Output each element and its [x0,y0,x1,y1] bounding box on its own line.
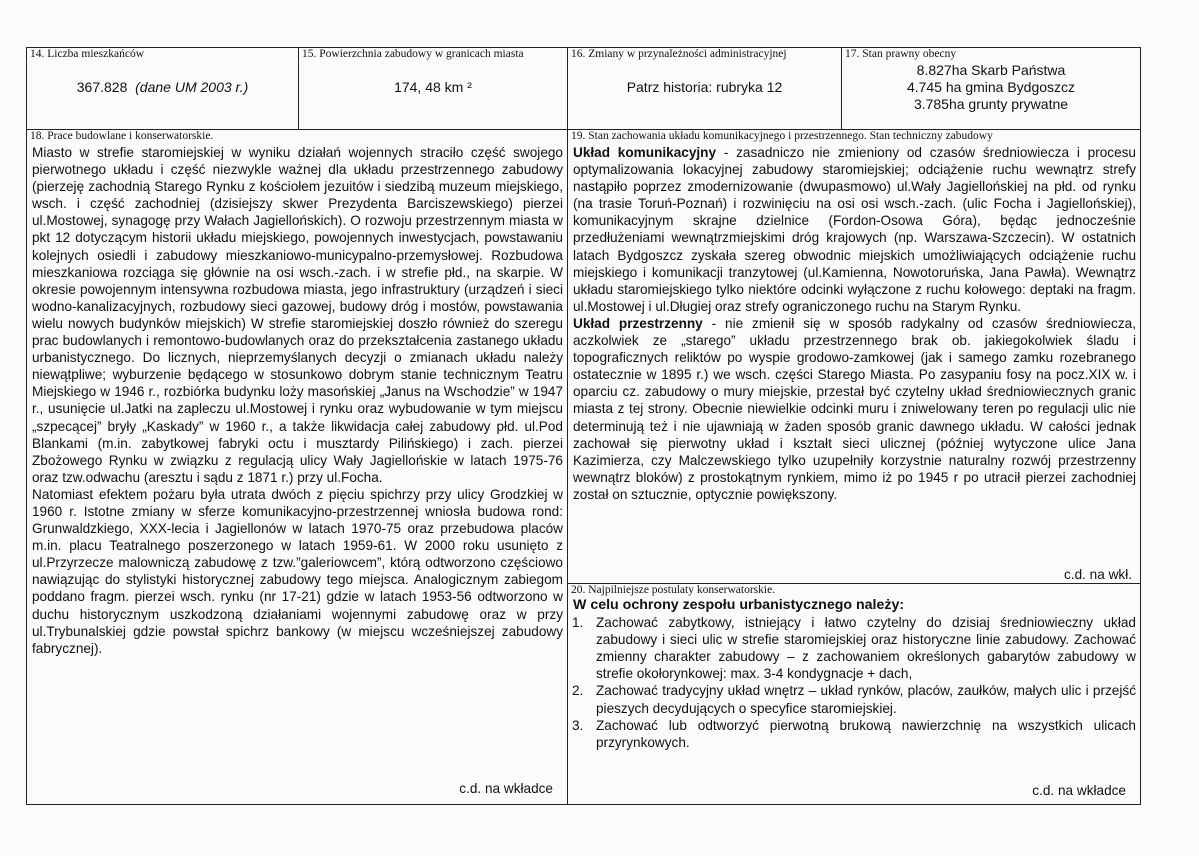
population-note: (dane UM 2003 r.) [135,79,249,95]
admin-changes-value: Patrz historia: rubryka 12 [626,79,783,95]
continuation-note: c.d. na wkł. [1064,567,1132,582]
spatial-text: - nie zmienił się w sposób radykalny od czasów średniowiecza, aczkolwiek ze „starego” układu przestrzennego brak ob. jakiegokolwiek śladu i topograficznych reliktów po wyspie grodowo-zamkowej (jak i samego zamku rozebranego ostatecznie w 1895 r.) we wsch. części Starego Miasta. Po zasypaniu fosy na pocz.XIX w. i oparciu cz. zabudowy o mury miejskie, przestał być czytelny układ średniowiecznych granic miasta z tej strony. Obecnie niewielkie odcinki muru i zniwelowany teren po regulacji ulic nie determinują też i nie ujawniają w żaden sposób granic dawnego układu. W całości jednak zachował się pierwotny układ i kształt sieci ulicznej (później wytyczone ulice Jana Kazimierza, czy Malczewskiego tylko uzupełniły korzystnie naturalny rozwój przestrzenny wewnątrz bloków) z prostokątnym rynkiem, mimo iż po 1945 r po utracił pierzei zachodniej został on sztucznie, optycznie powiększony. [573,315,1136,502]
continuation-note: c.d. na wkładce [459,781,553,796]
section-19 [567,129,1141,584]
section-19-label: 19. Stan zachowania układu komunikacyjnego i przestrzennego. Stan techniczny zabudowy [571,130,993,142]
section-20-label: 20. Najpilniejsze postulaty konserwatorskie. [571,584,776,596]
legal-status-line: 3.785ha grunty prywatne [913,96,1069,112]
population-value: 367.828 [76,79,128,95]
section-18-label: 18. Prace budowlane i konserwatorskie. [30,130,214,142]
spatial-heading: Układ przestrzenny [573,315,703,331]
list-item: 3. Zachować lub odtworzyć pierwotną brukową nawierzchnię na wszystkich ulicach przyrynkowych. [572,717,1136,750]
built-area-value: 174, 48 km ² [394,79,472,95]
built-area-label: 15. Powierzchnia zabudowy w granicach miasta [302,48,524,60]
transport-heading: Układ komunikacyjny [573,145,717,160]
list-item: 1. Zachować zabytkowy, istniejący i łatwo czytelny do dzisiaj średniowieczny układ zabudowy i sieci ulic w strefie staromiejskiej oraz historyczne linie zabudowy. Zachować zmienny charakter zabudowy – z zachowaniem określonych gabarytów zabudowy w strefie okołorynkowej: max. 3-4 kondygnacje + dach, [572,615,1136,682]
list-item: 2. Zachować tradycyjny układ wnętrz – układ rynków, placów, zaułków, małych ulic i przejść pieszych decydujących o specyfice staromiejskiej. [572,683,1136,716]
population-label: 14. Liczba mieszkańców [30,48,144,60]
transport-text: - zasadniczo nie zmieniony od czasów średniowiecza i procesu optymalizowania lokacyjnej zabudowy staromiejskiej; odciążenie ruchu wewnątrz strefy nastąpiło poprzez zmodernizowanie (dwupasmowo) ul.Wały Jagiellońskiej na płd. od rynku (na trasie Toruń-Poznań) i rozwinięciu na osi osi wsch.-zach. (ulic Focha i Jagiellońskiej), komunikacyjnym skrajne dzielnice (Fordon-Osowa Góra), będąc jednocześnie przedłużeniami wewnątrzmiejskimi dróg krajowych (np. Warszawa-Szczecin). W ostatnich latach Bydgoszcz zyskała szereg obwodnic miejskich umożliwiających odciążenie ruchu miejskiego i komunikacji tranzytowej (ul.Kamienna, Nowotoruńska, Jana Pawła). Wewnątrz układu staromiejskiego tylko niektóre odcinki wyłączone z ruchu kołowego: deptaki na fragm. ul.Mostowej i ul.Długiej oraz strefy ograniczonego ruchu na Starym Rynku. [573,145,1136,314]
legal-status-label: 17. Stan prawny obecny [845,48,957,60]
continuation-note: c.d. na wkładce [1032,783,1126,798]
section-20: 20. Najpilniejsze postulaty konserwatorskie. W celu ochrony zespołu urbanistycznego należy: 1. Zachować zabytkowy, istniejący i łatwo czytelny do dzisiaj średniowieczny układ zabudowy i sieci ulic w strefie staromiejskiej oraz historyczne linie zabudowy. Zachować zmienny charakter zabudowy – z zachowaniem określonych gabarytów zabudowy w strefie okołorynkowej: max. 3-4 kondygnacje + dach, 2. Zachować tradycyjny układ wnętrz – układ rynków, placów, zaułków, małych ulic i przejść pieszych decydujących o specyfice staromiejskiej. 3. Zachować lub odtworzyć pierwotną brukową nawierzchnię na wszystkich ulicach przyrynkowych. c.d. na wkładce [567,583,1141,805]
postulates-heading: W celu ochrony zespołu urbanistycznego należy [573,597,900,613]
postulates-list [568,614,1140,751]
cell-admin-changes [567,47,842,130]
cell-built-area [298,47,568,130]
legal-status-line: 4.745 ha gmina Bydgoszcz [906,79,1076,95]
cell-population [26,47,299,130]
section-18-paragraph: Natomiast efektem pożaru była utrata dwóch z pięciu spichrzy przy ulicy Grodzkiej w 1960 r. Istotne zmiany w sferze komunikacyjno-przestrzennej wniosła budowa rond: Grunwaldzkiego, XXX-lecia i Jagiellonów w latach 1970-75 oraz przebudowa placów m.in. placu Teatralnego poszerzonego w latach 1959-61. W 2000 roku usunięto z ul.Przyrzecze malowniczą zabudowę z tzw.”galeriowcem”, którą odtworzono częściowo nawiązując do stylistyki historycznej zabudowy tego miejsca. Analogicznym zabiegom poddano fragm. pierzei wsch. rynku (nr 17-21) gdzie w latach 1953-56 odtworzono w duchu historycznym uszkodzoną działaniami wojennymi zabudowę oraz w przy ul.Trybunalskiej gdzie powstał spichrz bankowy (w miejscu wcześniejszej zabudowy fabrycznej). [32,486,563,656]
cell-legal-status [841,47,1141,130]
legal-status-line: 8.827ha Skarb Państwa [916,62,1066,78]
section-18 [26,129,568,805]
admin-changes-label: 16. Zmiany w przynależności administracyjnej [571,48,787,60]
section-18-paragraph: Miasto w strefie staromiejskiej w wyniku działań wojennych straciło część swojego pierwotnego układu i część niezwykle ważnej dla układu przestrzennego zabudowy (pierzeję zachodnią Starego Rynku z kościołem jezuitów i siedzibą muzeum miejskiego, wsch. i część zachodniej (dzisiejszy skwer Prezydenta Barciszewskiego) pierzei ul.Mostowej, synagogę przy Wałach Jagiellońskich). O rozwoju przestrzennym miasta w pkt 12 dotyczącym historii układu miejskiego, powojennych inwestycjach, powstawaniu kolejnych osiedli i zabudowy mieszkaniowo-municypalno-przemysłowej. Rozbudowa mieszkaniowa rozciąga się głównie na osi wsch.-zach. i w strefie płd., na skarpie. W okresie powojennym intensywna rozbudowa miasta, jego infrastruktury (urządzeń i sieci wodno-kanalizacyjnych, rozbudowy sieci gazowej, budowy dróg i mostów, powstawania wielu nowych budynków miejskich) W strefie staromiejskiej doszło również do szeregu prac budowlanych i remontowo-budowlanych oraz do przekształcenia zastanego układu urbanistycznego. Do licznych, nieprzemyślanych decyzji o zmianach układu należy niewątpliwe; wyburzenie będącego w stosunkowo dobrym stanie technicznym Teatru Miejskiego w 1946 r., rozbiórka budynku loży masońskiej „Janus na Wschodzie” w 1947 r., usunięcie ul.Jatki na zapleczu ul.Mostowej i rynku oraz wybudowanie w tym miejscu „szpecącej” bryły „Kaskady” w 1960 r., a także likwidacja całej zabudowy płd. ul.Pod Blankami (m.in. zabytkowej fabryki octu i musztardy Pilińskiego) i zach. pierzei Zbożowego Rynku w związku z regulacją ulicy Wały Jagiellońskie w latach 1975-76 oraz tzw.odwachu (aresztu i sądu z 1871 r.) przy ul.Focha. [32,145,563,485]
